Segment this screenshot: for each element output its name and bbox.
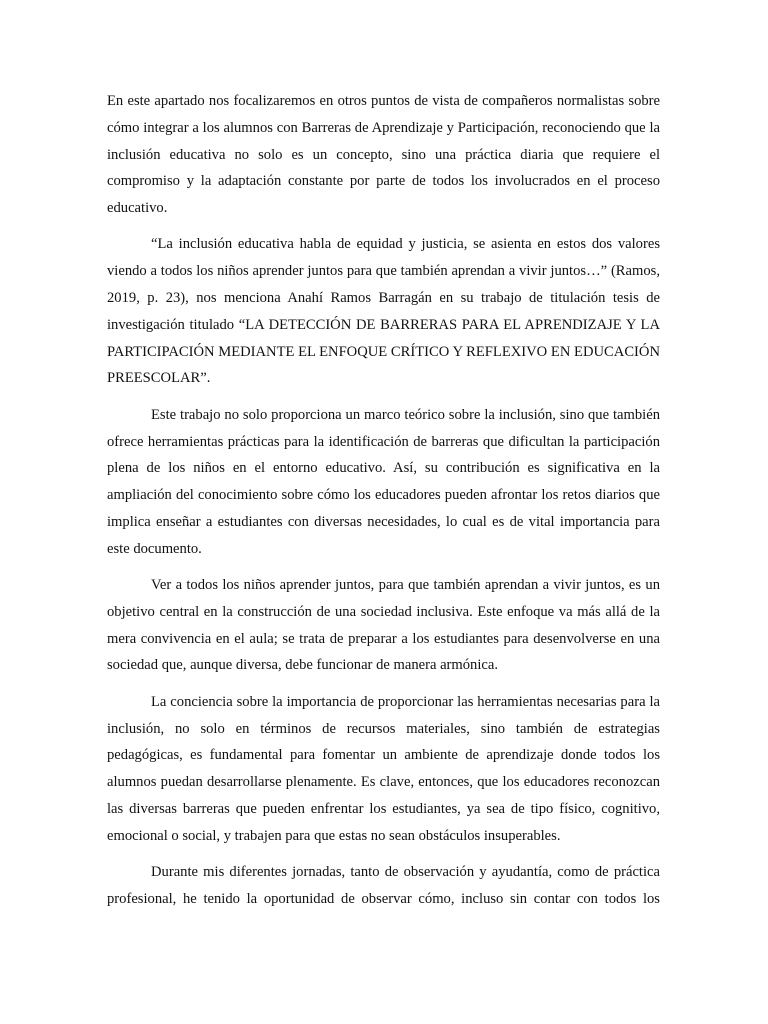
paragraph-intro: En este apartado nos focalizaremos en otros puntos de vista de compañeros normalistas sobre cómo integrar a los alumnos con Barreras de Aprendizaje y Participación, reconociendo que la inclusión educativa no solo es un concepto, sino una práctica diaria que requiere el compromiso y la adaptación constante por parte de todos los involucrados en el proceso educativo. xyxy=(107,93,660,217)
paragraph-aprender-juntos: Ver a todos los niños aprender juntos, para que también aprendan a vivir juntos, es un objetivo central en la construcción de una sociedad inclusiva. Este enfoque va más allá de la mera convivencia en el aula; se trata de preparar a los estudiantes para desenvolverse en una sociedad que, aunque diversa, debe funcionar de manera armónica. xyxy=(107,577,660,674)
paragraph-marco-teorico: Este trabajo no solo proporciona un marco teórico sobre la inclusión, sino que también ofrece herramientas prácticas para la identificación de barreras que dificultan la participación plena de los niños en el entorno educativo. Así, su contribución es significativa en la ampliación del conocimiento sobre cómo los educadores pueden afrontar los retos diarios que implica enseñar a estudiantes con diversas necesidades, lo cual es de vital importancia para este documento. xyxy=(107,406,660,557)
paragraph-conciencia: La conciencia sobre la importancia de proporcionar las herramientas necesarias para la inclusión, no solo en términos de recursos materiales, sino también de estrategias pedagógicas, es fundamental para fomentar un ambiente de aprendizaje donde todos los alumnos puedan desarrollarse plenamente. Es clave, entonces, que los educadores reconozcan las diversas barreras que pueden enfrentar los estudiantes, ya sea de tipo físico, cognitivo, emocional o social, y trabajen para que estas no sean obstáculos insuperables. xyxy=(107,693,660,844)
paragraph-quote-ramos: “La inclusión educativa habla de equidad y justicia, se asienta en estos dos valores viendo a todos los niños aprender juntos para que también aprendan a vivir juntos…” (Ramos, 2019, p. 23), nos menciona Anahí Ramos Barragán en su trabajo de titulación tesis de investigación titulado “LA DETECCIÓN DE BARRERAS PARA EL APRENDIZAJE Y LA PARTICIPACIÓN MEDIANTE EL ENFOQUE CRÍTICO Y REFLEXIVO EN EDUCACIÓN PREESCOLAR”. xyxy=(107,236,660,387)
paragraph-jornadas: Durante mis diferentes jornadas, tanto de observación y ayudantía, como de práctica profesional, he tenido la oportunidad de observar cómo, incluso sin contar con todos los xyxy=(107,864,660,907)
document-body xyxy=(107,88,660,922)
